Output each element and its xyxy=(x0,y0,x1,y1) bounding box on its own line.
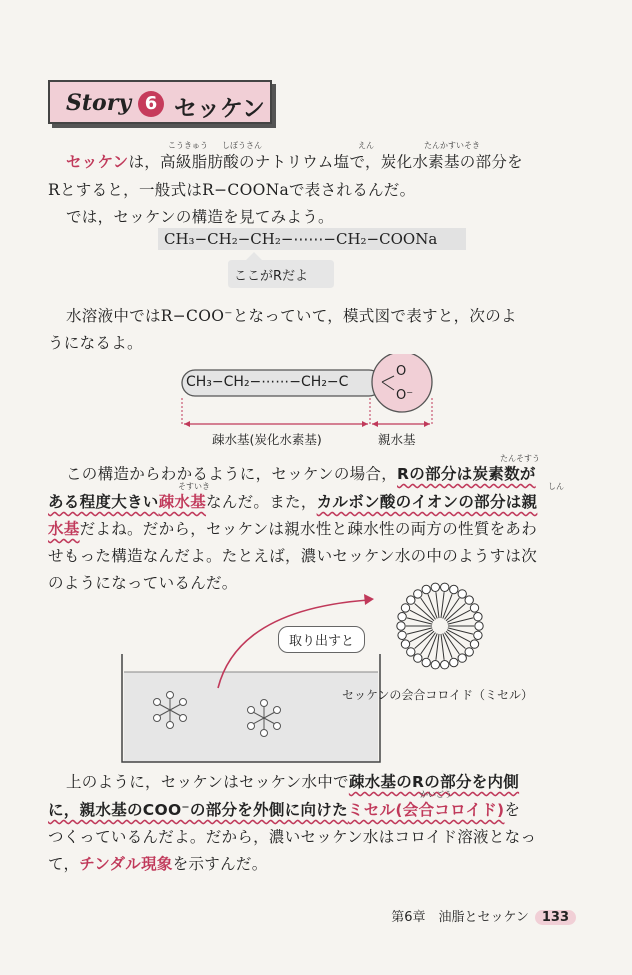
page-number: 133 xyxy=(535,910,576,925)
para3-line2: ある程度大きい疎水基なんだ。また，カルボン酸のイオンの部分は親 xyxy=(48,493,538,511)
para3-line5: のようになっているんだ。 xyxy=(48,574,238,592)
para1-line2: Rとすると，一般式はR−COONaで表されるんだ。 xyxy=(48,181,416,199)
formula-bar xyxy=(158,228,466,250)
para3-line4: せもった構造なんだよ。たとえば，濃いセッケン水の中のようすは次 xyxy=(48,547,538,565)
micelle-label: セッケンの会合コロイド（ミセル） xyxy=(342,688,534,702)
para4-line2: に，親水基のCOO⁻の部分を外側に向けたミセル(会合コロイド)を xyxy=(48,801,521,819)
para2-line2: うになるよ。 xyxy=(48,334,143,352)
story-label: Story xyxy=(66,90,132,116)
story-banner xyxy=(48,80,272,124)
chapter-label: 第6章 油脂とセッケン xyxy=(391,910,529,925)
ruby-shibosan: しぼうさん xyxy=(222,141,262,150)
ruby-kaigou: かいごう xyxy=(420,790,452,799)
para4-line1: 上のように，セッケンはセッケン水中で疎水基のRの部分を内側 xyxy=(66,773,520,791)
micelle-diagram xyxy=(118,580,568,765)
ruby-sosuiki: そすいき xyxy=(178,482,210,491)
para4-line4: て，チンダル現象を示すんだ。 xyxy=(48,855,268,873)
page-footer xyxy=(391,906,576,925)
callout-r-text: ここがRだよ xyxy=(234,269,309,284)
ruby-tankasuiso: たんかすいそき xyxy=(424,141,480,150)
ruby-en: えん xyxy=(358,141,374,150)
para2-line1: 水溶液中ではR−COO⁻となっていて，模式図で表すと，次のよ xyxy=(66,307,517,325)
oxygen-top: O xyxy=(396,364,407,379)
page-title: セッケン xyxy=(174,96,265,122)
para3-line3: 水基だよね。だから，セッケンは親水性と疎水性の両方の性質をあわ xyxy=(48,520,538,538)
para3-line1: この構造からわかるように，セッケンの場合，Rの部分は炭素数が xyxy=(66,465,536,483)
hydrophilic-label: 親水基 xyxy=(378,432,416,447)
callout-take-out: 取り出すと xyxy=(278,626,365,653)
para1-line1: セッケンは，高級脂肪酸のナトリウム塩で，炭化水素基の部分を xyxy=(66,153,523,171)
chain-formula: CH₃−CH₂−⋯⋯−CH₂−C xyxy=(186,374,349,390)
ruby-kokyu: こうきゅう xyxy=(168,141,208,150)
soap-formula: CH₃−CH₂−CH₂−⋯⋯−CH₂−COONa xyxy=(164,230,438,248)
hydrophobic-label: 疎水基(炭化水素基) xyxy=(212,432,322,447)
oxygen-bottom: O⁻ xyxy=(396,388,414,403)
para1-line3: では，セッケンの構造を見てみよう。 xyxy=(66,208,334,226)
para4-line3: つくっているんだよ。だから，濃いセッケン水はコロイド溶液となっ xyxy=(48,828,537,846)
ruby-shin: しん xyxy=(548,482,564,491)
story-number-badge: 6 xyxy=(138,91,164,117)
ruby-tansosu: たんそすう xyxy=(500,454,540,463)
